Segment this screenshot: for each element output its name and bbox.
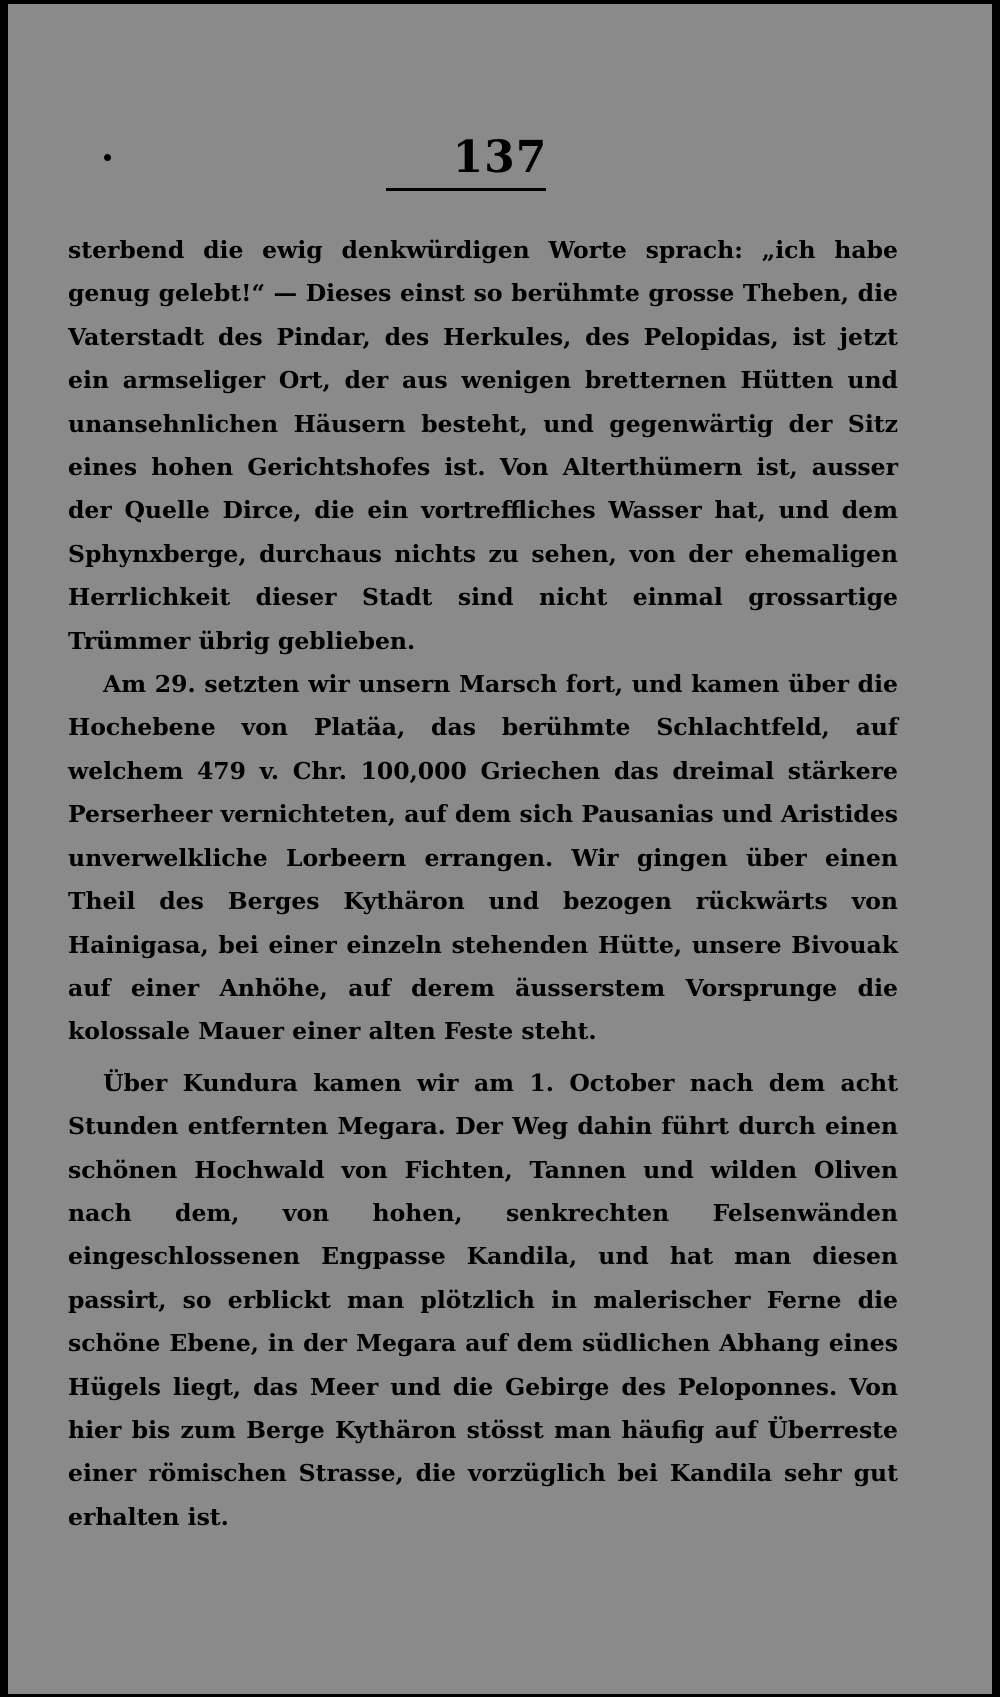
page-number: 137 bbox=[452, 132, 548, 183]
book-page bbox=[8, 4, 992, 1694]
body-text bbox=[68, 229, 898, 1539]
paragraph-3: Über Kundura kamen wir am 1. October nach dem acht Stunden entfernten Megara. Der Weg dahin führt durch einen schönen Hochwald von Fichten, Tannen und wilden Oliven nach dem, von hohen, senkrechten Felsenwänden eingeschlossenen Engpasse Kandila, und hat man diesen passirt, so erblickt man plötzlich in malerischer Ferne die schöne Ebene, in der Megara auf dem südlichen Abhang eines Hügels liegt, das Meer und die Gebirge des Peloponnes. Von hier bis zum Berge Kythäron stösst man häufig auf Überreste einer römischen Strasse, die vorzüglich bei Kandila sehr gut erhalten ist. bbox=[68, 1068, 898, 1531]
header-rule bbox=[386, 188, 546, 191]
paragraph-1: sterbend die ewig denkwürdigen Worte sprach: „ich habe genug gelebt!“ — Dieses einst so berühmte grosse Theben, die Vaterstadt des Pindar, des Herkules, des Pelopidas, ist jetzt ein armseliger Ort, der aus wenigen bretternen Hütten und unansehnlichen Häusern besteht, und gegenwärtig der Sitz eines hohen Gerichtshofes ist. Von Alterthümern ist, ausser der Quelle Dirce, die ein vortreffliches Wasser hat, und dem Sphynxberge, durchaus nichts zu sehen, von der ehemaligen Herrlichkeit dieser Stadt sind nicht einmal grossartige Trümmer übrig geblieben. bbox=[68, 236, 898, 655]
paragraph-2: Am 29. setzten wir unsern Marsch fort, und kamen über die Hochebene von Platäa, das berühmte Schlachtfeld, auf welchem 479 v. Chr. 100,000 Griechen das dreimal stärkere Perserheer vernichteten, auf dem sich Pausanias und Aristides unverwelkliche Lorbeern errangen. Wir gingen über einen Theil des Berges Kythäron und bezogen rückwärts von Hainigasa, bei einer einzeln stehenden Hütte, unsere Bivouak auf einer Anhöhe, auf derem äusserstem Vorsprunge die kolossale Mauer einer alten Feste steht. bbox=[68, 670, 898, 1046]
